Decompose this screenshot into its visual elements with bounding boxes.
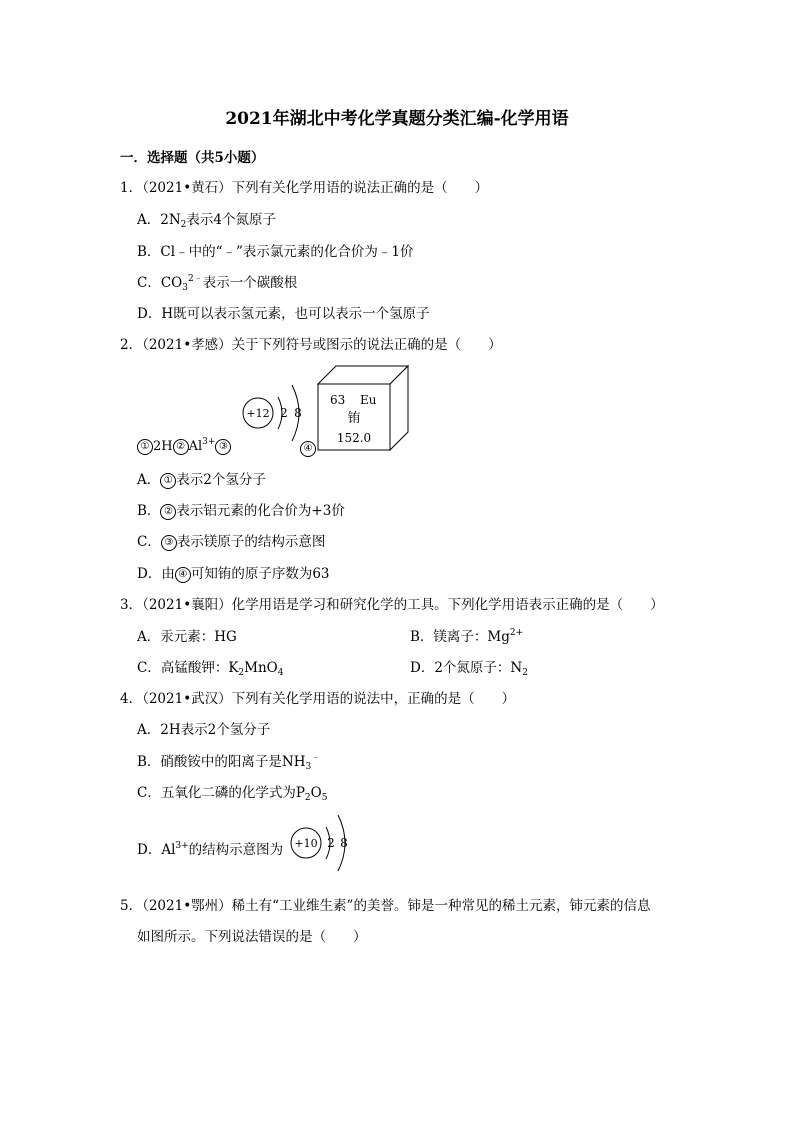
question-2-option-d: D．由 ④ 可知铕的原子序数为63 [137,566,330,582]
question-1-option-c: C．$CO_3^{2﹣}$表示一个碳酸根 [137,274,298,293]
al-ion-structure-diagram [280,807,370,879]
nucleus-charge: +12 [246,407,270,420]
question-4-stem: 4．（2021•武汉）下列有关化学用语的说法中，正确的是（ ） [120,691,516,707]
electron-shell-2: 8 [294,406,302,420]
eu-element-card [316,362,412,454]
question-2-option-a: A． ① 表示2个氢分子 [137,472,266,488]
atomic-number: 63 [330,393,346,407]
page-title: 2021年湖北中考化学真题分类汇编-化学用语 [225,109,569,129]
question-3-option-d: D．2个氮原子：$N_2$ [410,660,528,678]
electron-shell-1: 2 [280,406,288,420]
question-2-option-c: C． ③ 表示镁原子的结构示意图 [137,534,326,550]
element-name: 铕 [347,411,361,426]
element-symbol: Eu [360,393,377,407]
electron-shell-2: 8 [340,836,348,850]
question-2-option-b: B． ② 表示铝元素的化合价为+3价 [137,503,345,519]
electron-shell-1: 2 [327,836,335,850]
question-1-option-a: A．$2N_2$表示4个氮原子 [137,212,276,230]
nucleus-charge: +10 [294,837,318,850]
question-3-option-b: B．镁离子：$Mg^{2+}$ [410,628,524,645]
question-4-option-b: B．硝酸铵中的阳离子是$NH_3^﹣$ [137,753,321,772]
question-3-stem: 3．（2021•襄阳）化学用语是学习和研究化学的工具。下列化学用语表示正确的是（ ） [120,597,664,613]
circle-4-label: ④ [300,437,316,457]
question-4-option-c: C．五氧化二磷的化学式为$P_2O_5$ [137,785,328,803]
question-2-stem: 2．（2021•孝感）关于下列符号或图示的说法正确的是（ ） [120,337,502,353]
question-1-option-d: D．H既可以表示氢元素，也可以表示一个氢原子 [137,306,430,322]
question-2-symbols: ① 2H ② $Al^{3+}$ ③ [137,437,231,455]
question-5-stem-line-1: 5．（2021•鄂州）稀土有“工业维生素”的美誉。铈是一种常见的稀土元素，铈元素的信息 [120,898,651,914]
section-heading: 一．选择题（共5小题） [120,150,265,166]
question-3-option-a: A．汞元素：HG [137,629,237,645]
atomic-mass: 152.0 [336,431,372,445]
question-1-option-b: B．Cl﹣中的“﹣”表示氯元素的化合价为﹣1价 [137,244,414,260]
question-4-option-d: D．$Al^{3+}$的结构示意图为 [137,841,284,858]
question-4-option-a: A．2H表示2个氢分子 [137,722,271,738]
question-3-option-c: C．高锰酸钾：$K_2MnO_4$ [137,660,284,678]
question-5-stem-line-2: 如图所示。下列说法错误的是（ ） [137,929,367,945]
question-1-stem: 1．（2021•黄石）下列有关化学用语的说法正确的是（ ） [120,180,489,196]
